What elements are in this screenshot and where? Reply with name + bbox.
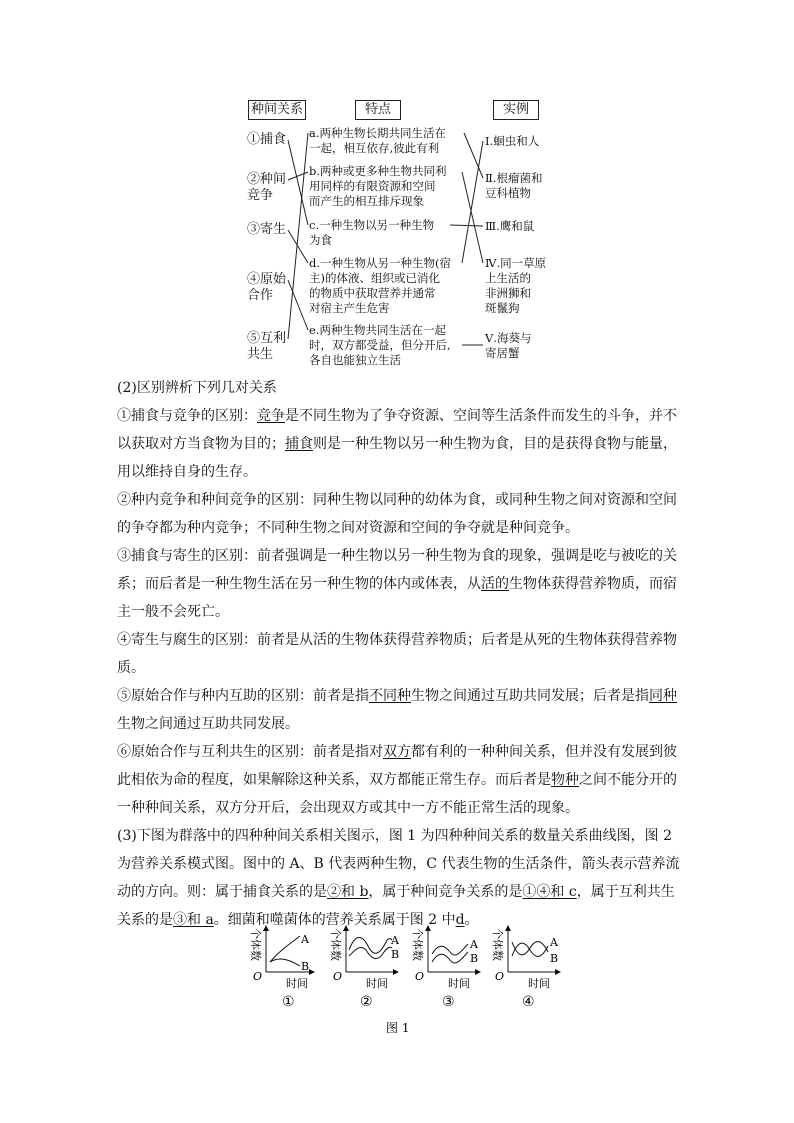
example-3: Ⅲ.鹰和鼠	[485, 219, 535, 233]
matching-lines	[0, 0, 794, 400]
panel-1	[249, 926, 314, 1010]
panel-3	[411, 926, 480, 1010]
series-a-label: A	[470, 938, 478, 951]
feature-e: e.两种生物共同生活在一起 时，双方都受益，但分开后, 各自也能独立生活	[309, 323, 451, 367]
figure-caption: 图 1	[386, 1021, 410, 1035]
line-relation1-featurec	[288, 140, 308, 225]
feature-d: d.一种生物从另一种生物(宿 主)的体液、组织或已消化 的物质中获取营养并通常 对宿主产生危害	[309, 256, 452, 315]
series-b-label: B	[301, 960, 310, 973]
curve-b	[270, 959, 300, 966]
series-a-label: A	[391, 934, 399, 947]
curve-b	[512, 943, 548, 956]
y-axis-label: 个体数	[249, 928, 262, 961]
paragraph-4: ④寄生与腐生的区别：前者是从活的生物体获得营养物质；后者是从死的生物体获得营养物质。	[117, 632, 677, 676]
header-example: 实例	[493, 100, 539, 120]
x-axis-label: 时间	[366, 977, 388, 990]
example-2: Ⅱ.根瘤菌和 豆科植物	[485, 171, 543, 200]
curve-a	[432, 944, 468, 955]
line-featured-example1	[462, 141, 483, 263]
feature-a: a.两种生物长期共同生活在 一起，相互依存,彼此有利	[309, 126, 447, 155]
figure-1	[238, 920, 568, 1040]
panel-number: ④	[522, 994, 535, 1010]
panel-number: ③	[442, 994, 455, 1010]
series-b-label: B	[391, 948, 400, 961]
example-1: Ⅰ.蛔虫和人	[485, 134, 540, 148]
feature-b: b.两种或更多种生物共同利 用同样的有限资源和空间 而产生的相互排斥现象	[309, 164, 447, 208]
header-feature: 特点	[355, 100, 401, 120]
example-5: Ⅴ.海葵与 寄居蟹	[485, 331, 532, 360]
relation-mutualism: ⑤互利 共生	[247, 331, 287, 362]
curve-b	[432, 952, 468, 963]
paragraph-1: ①捕食与竞争的区别：竞争是不同生物为了争夺资源、空间等生活条件而发生的斗争，并不以获取对方当食物为目的；捕食则是一种生物以另一种生物为食，目的是获得食物与能量，用以维持自身的生存。	[117, 408, 677, 480]
origin-label: O	[495, 970, 505, 983]
curve-b	[349, 947, 392, 958]
paragraph-6: ⑥原始合作与互利共生的区别：前者是指对双方都有利的一种种间关系，但并没有发展到彼此相依为命的程度，如果解除这种关系，双方都能正常生存。而后者是物种之间不能分开的一种种间关系，双方分开后，会出现双方或其中一方不能正常生活的现象。	[117, 744, 677, 816]
x-axis-label: 时间	[448, 977, 470, 990]
panel-2	[329, 926, 400, 1010]
line-relation2-featureb	[288, 172, 308, 180]
series-b-label: B	[470, 952, 479, 965]
curve-a	[270, 936, 300, 962]
curve-a	[512, 942, 548, 955]
panel-4	[491, 926, 560, 1010]
line-relation5-featurea	[288, 133, 308, 339]
panel-number: ①	[282, 994, 295, 1010]
relation-protocooperation: ④原始 合作	[247, 272, 287, 303]
feature-c: c.一种生物以另一种生物 为食	[309, 218, 435, 247]
origin-label: O	[253, 970, 263, 983]
paragraph-5: ⑤原始合作与种内互助的区别：前者是指不同种生物之间通过互助共同发展；后者是指同种生物之间通过互助共同发展。	[117, 688, 677, 732]
relation-competition: ②种间 竞争	[247, 172, 287, 203]
origin-label: O	[415, 970, 425, 983]
relation-predation: ①捕食	[247, 132, 287, 147]
relation-parasitism: ③寄生	[247, 222, 287, 237]
line-featureb-example4	[462, 172, 483, 263]
y-axis-label: 个体数	[491, 928, 504, 961]
series-a-label: A	[550, 936, 558, 949]
section2-title: (2)区别辨析下列几对关系	[117, 380, 277, 396]
line-featurec-example3	[450, 225, 483, 226]
panel-number: ②	[360, 994, 373, 1010]
y-axis-label: 个体数	[329, 928, 342, 961]
y-axis-label: 个体数	[411, 928, 424, 961]
origin-label: O	[333, 970, 343, 983]
x-axis-label: 时间	[528, 977, 550, 990]
series-b-label: B	[550, 952, 559, 965]
example-4: Ⅳ.同一草原 上生活的 非洲狮和 斑鬣狗	[485, 256, 547, 315]
header-relation: 种间关系	[248, 100, 306, 120]
paragraph-7: (3)下图为群落中的四种种间关系相关图示，图 1 为四种种间关系的数量关系曲线图，图 2 为营养关系模式图。图中的 A、B 代表两种生物，C 代表生物的生活条件，箭头表示营养流动的方向。则：属于捕食关系的是②和 b，属于种间竞争关系的是①④和 c，属于互利共生关系的是③和 a。细菌和噬菌体的营养关系属于图 2 中d。	[117, 828, 680, 928]
curve-a	[349, 937, 392, 953]
paragraph-2: ②种内竞争和种间竞争的区别：同种生物以同种的幼体为食，或同种生物之间对资源和空间的争夺都为种内竞争；不同种生物之间对资源和空间的争夺就是种间竞争。	[117, 492, 677, 536]
series-a-label: A	[301, 933, 309, 946]
x-axis-label: 时间	[286, 977, 308, 990]
paragraph-3: ③捕食与寄生的区别：前者强调是一种生物以另一种生物为食的现象，强调是吃与被吃的关系；而后者是一种生物生活在另一种生物的体内或体表，从活的生物体获得营养物质，而宿主一般不会死亡。	[117, 548, 677, 620]
